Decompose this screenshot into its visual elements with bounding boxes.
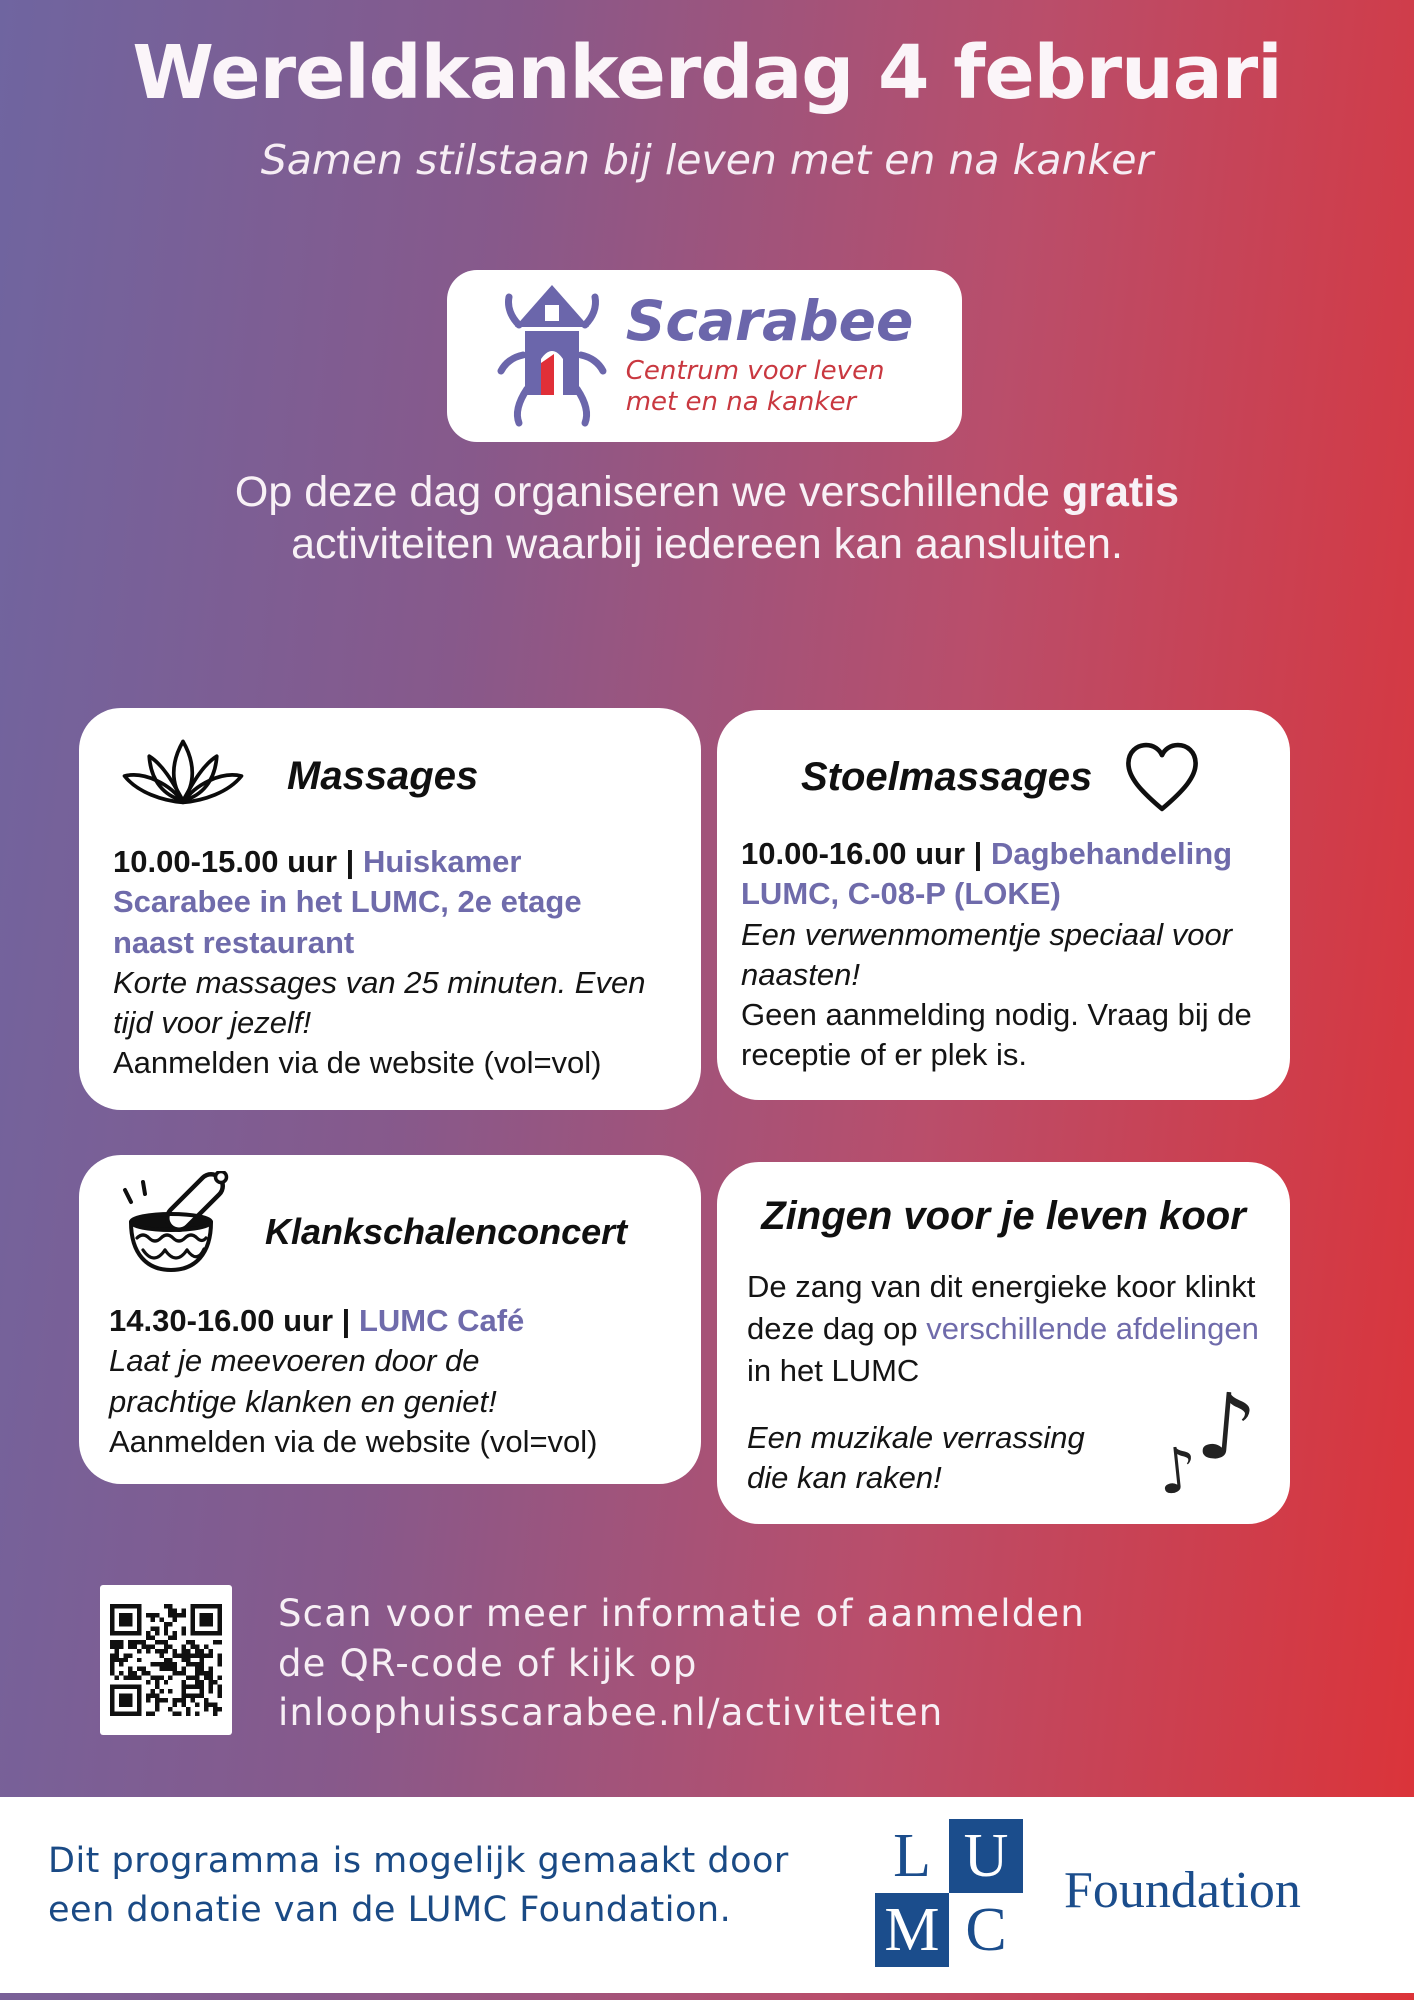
qr-line1: Scan voor meer informatie of aanmelden xyxy=(278,1592,1085,1635)
card-note: Aanmelden via de website (vol=vol) xyxy=(109,1423,598,1459)
footer xyxy=(0,1797,1414,1993)
card-title: Klankschalenconcert xyxy=(265,1211,628,1253)
page-title: Wereldkankerdag 4 februari xyxy=(132,30,1282,116)
intro-line2: activiteiten waarbij iedereen kan aansluiten. xyxy=(291,520,1123,569)
card-location: Huiskamer Scarabee in het LUMC, 2e etage naast restaurant xyxy=(113,844,582,960)
card-time-location xyxy=(109,1301,677,1341)
logo-wordmark: Scarabee xyxy=(625,288,914,353)
card-zingen-koor xyxy=(717,1162,1290,1524)
card-note: Geen aanmelding nodig. Vraag bij de receptie of er plek is. xyxy=(741,997,1252,1073)
card-note: Aanmelden via de website (vol=vol) xyxy=(113,1045,602,1081)
description-accent: verschillende afdelingen xyxy=(926,1310,1259,1346)
card-stoelmassages xyxy=(717,710,1290,1100)
music-note-icon: ♪ xyxy=(1153,1432,1201,1509)
lumc-letter-c: C xyxy=(965,1896,1007,1964)
foundation-label: Foundation xyxy=(1064,1862,1301,1919)
scarabee-logo-card xyxy=(447,270,962,442)
description-pre: De zang van dit energieke koor klinkt deze dag op xyxy=(747,1269,1256,1346)
qr-instructions xyxy=(278,1585,1085,1738)
card-time-location xyxy=(741,834,1266,915)
qr-code xyxy=(100,1585,232,1735)
logo-tagline-line1: Centrum voor leven xyxy=(625,355,885,386)
card-time: 10.00-16.00 uur | xyxy=(741,836,991,871)
card-description xyxy=(747,1266,1260,1392)
music-notes-icon xyxy=(1153,1371,1261,1509)
card-description: Korte massages van 25 minuten. Even tijd voor jezelf! xyxy=(113,964,646,1041)
card-description: Een verwenmomentje speciaal voor naasten! xyxy=(741,916,1233,992)
card-klankschalenconcert xyxy=(79,1155,701,1484)
card-time: 14.30-16.00 uur | xyxy=(109,1303,359,1338)
footer-credit-text xyxy=(48,1837,789,1935)
logo-tagline-line2: met en na kanker xyxy=(625,387,857,417)
intro-bold-word: gratis xyxy=(1061,468,1180,516)
card-title: Massages xyxy=(287,754,479,798)
card-massages xyxy=(79,708,701,1110)
qr-section xyxy=(100,1585,1085,1738)
lumc-letter-m: M xyxy=(875,1893,949,1967)
card-description: Laat je meevoeren door de prachtige klanken en geniet! xyxy=(109,1343,497,1419)
footer-line1: Dit programma is mogelijk gemaakt door xyxy=(48,1841,789,1881)
lumc-letter-u: U xyxy=(949,1819,1023,1893)
card-tagline: Een muzikale verrassing die kan raken! xyxy=(747,1419,1085,1495)
logo-tagline xyxy=(626,356,914,418)
intro-line1: Op deze dag organiseren we verschillende xyxy=(234,468,1051,516)
card-title: Zingen voor je leven koor xyxy=(761,1194,1246,1238)
card-time-location xyxy=(113,842,667,963)
footer-line2: een donatie van de LUMC Foundation. xyxy=(48,1890,732,1930)
card-location: Dagbehandeling LUMC, C-08-P (LOKE) xyxy=(741,836,1233,912)
lumc-letter-l: L xyxy=(893,1822,931,1890)
singing-bowl-icon xyxy=(109,1171,249,1293)
card-location: LUMC Café xyxy=(358,1303,525,1338)
description-post: in het LUMC xyxy=(747,1352,920,1388)
page-subtitle: Samen stilstaan bij leven met en na kanker xyxy=(260,136,1154,184)
qr-url: inloophuisscarabee.nl/activiteiten xyxy=(278,1691,944,1735)
scarab-beetle-house-icon xyxy=(496,281,608,431)
intro-text xyxy=(0,466,1414,571)
heart-icon xyxy=(1120,738,1204,816)
qr-line2: de QR-code of kijk op xyxy=(278,1641,698,1685)
card-title: Stoelmassages xyxy=(801,755,1093,799)
music-note-icon: ♪ xyxy=(1192,1371,1261,1484)
lotus-icon xyxy=(113,728,253,824)
card-time: 10.00-15.00 uur | xyxy=(113,844,363,879)
lumc-logo xyxy=(875,1819,1023,1967)
